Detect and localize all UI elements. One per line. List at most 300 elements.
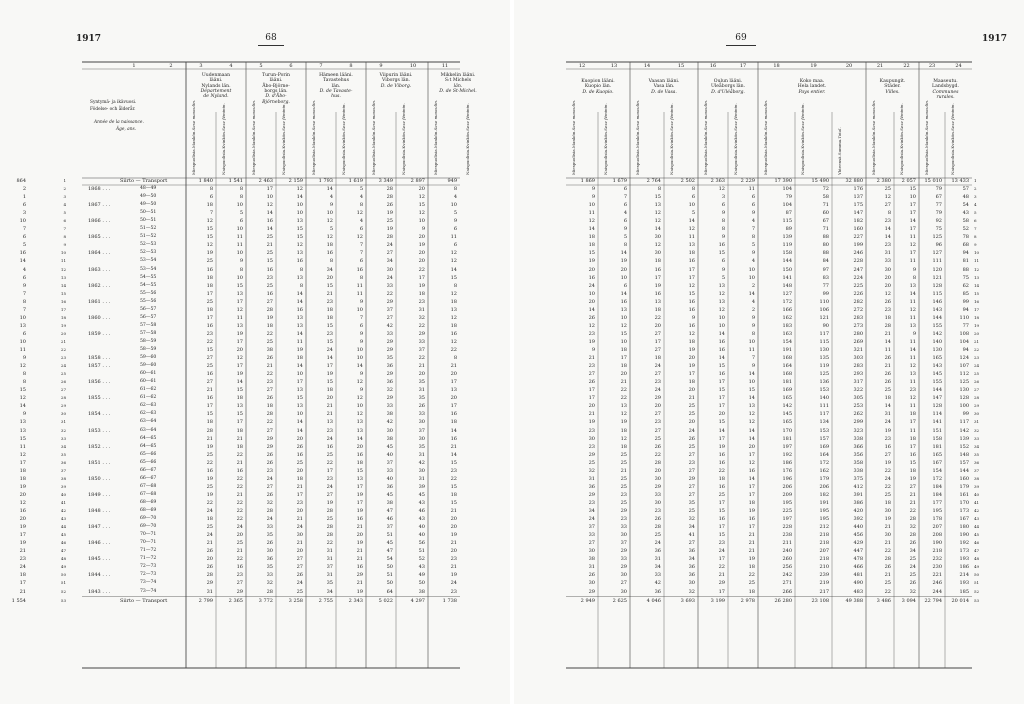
data-cell: 33	[386, 467, 393, 474]
age-range: 72—73	[140, 564, 157, 570]
data-cell: 30	[620, 572, 627, 579]
data-cell: 8	[299, 266, 303, 273]
data-cell: 21	[326, 290, 333, 297]
data-cell: 31	[326, 572, 333, 579]
data-cell: 14	[296, 363, 303, 370]
data-cell: 19	[588, 419, 595, 426]
data-cell: 199	[853, 242, 863, 249]
data-cell: 21	[19, 588, 26, 595]
data-cell: 25	[206, 524, 213, 531]
data-cell: 13	[688, 242, 695, 249]
data-cell: 18	[266, 322, 273, 329]
data-cell: 27	[266, 483, 273, 490]
data-cell: 20	[356, 532, 363, 539]
data-cell: 21	[236, 548, 243, 555]
data-cell: 269	[853, 338, 863, 345]
data-cell: 26	[266, 459, 273, 466]
data-cell: 20	[326, 395, 333, 402]
data-cell: 16	[296, 306, 303, 313]
female-subheader-line: Sexe féminin.	[221, 103, 226, 131]
sex-subheader	[950, 103, 955, 175]
data-cell: 10	[748, 274, 755, 281]
data-cell: 11	[909, 355, 916, 362]
data-cell: 30	[688, 580, 695, 587]
row-number: 36	[974, 459, 980, 465]
data-cell: 262	[853, 411, 863, 418]
data-cell: 28	[326, 508, 333, 514]
data-cell: 10	[296, 210, 303, 217]
data-cell: 17	[909, 443, 916, 450]
data-cell: 4	[359, 218, 363, 225]
colnum-24: 24	[955, 63, 962, 69]
data-cell: 34	[688, 556, 695, 563]
data-cell: 36	[654, 548, 661, 555]
data-cell: 20	[418, 250, 425, 257]
data-cell: 25	[296, 588, 303, 595]
data-cell: 57	[962, 186, 969, 192]
data-cell: 22	[236, 475, 243, 482]
data-cell: 206	[819, 483, 829, 490]
data-cell: 29	[620, 564, 627, 571]
data-cell: 27	[909, 483, 916, 490]
data-cell: 17	[909, 250, 916, 257]
data-cell: 4	[22, 266, 26, 273]
data-cell: 25	[688, 411, 695, 418]
data-cell: 17	[418, 274, 425, 281]
data-cell: 19	[266, 314, 273, 321]
data-cell: 141	[932, 419, 942, 426]
data-cell: 29	[688, 475, 695, 482]
data-cell: 155	[932, 379, 942, 386]
subheader-line: Sexe masculin.	[763, 99, 768, 131]
sex-subheader	[800, 103, 805, 175]
data-cell: 19	[326, 371, 333, 378]
data-cell: 104	[959, 338, 969, 345]
data-cell: 8	[691, 186, 695, 192]
data-cell: 22	[266, 419, 273, 426]
data-cell: 16	[748, 467, 755, 474]
data-cell: 35	[326, 580, 333, 587]
data-cell: 196	[782, 475, 792, 482]
data-cell: 4	[359, 194, 363, 201]
province-header-line: Nylands län.	[201, 83, 231, 89]
data-cell: 14	[356, 435, 363, 442]
row-number: 16	[60, 298, 66, 304]
data-cell: 16	[206, 467, 213, 474]
data-cell: 9	[359, 338, 363, 345]
data-cell: 197	[782, 443, 792, 450]
data-cell: 15	[19, 435, 26, 442]
data-cell: 4	[453, 194, 457, 201]
row-number: 30	[974, 411, 980, 417]
province-header-line: D. de Tavaste-	[319, 88, 353, 94]
data-cell: 12	[356, 234, 363, 241]
data-cell: 192	[782, 451, 792, 458]
row-number: 26	[60, 379, 66, 385]
data-cell: 100	[959, 403, 969, 410]
data-cell: 31	[884, 250, 891, 257]
data-cell: 15	[326, 282, 333, 289]
data-cell: 9	[751, 210, 755, 217]
data-cell: 17	[236, 363, 243, 370]
subheader-line: Miespuolisia.	[703, 148, 708, 175]
data-cell: 25	[884, 387, 891, 394]
colnum-20: 20	[845, 63, 853, 69]
data-cell: 5	[751, 242, 755, 249]
data-cell: 17	[909, 202, 916, 209]
data-cell: 22	[206, 459, 213, 466]
data-cell: 27	[884, 202, 891, 209]
data-cell: 120	[932, 266, 942, 273]
data-cell: 12	[718, 290, 725, 297]
age-range: 59—60	[140, 355, 157, 361]
data-cell: 119	[782, 242, 792, 249]
data-cell: 32	[909, 588, 916, 595]
data-cell: 207	[932, 524, 942, 531]
data-cell: 30	[884, 508, 891, 514]
province-header-line: Tavastehus	[323, 78, 349, 84]
data-cell: 16	[206, 322, 213, 329]
data-cell: 38	[386, 435, 393, 442]
data-cell: 466	[853, 564, 863, 571]
data-cell: 392	[853, 516, 863, 523]
data-cell: 24	[688, 427, 695, 434]
data-cell: 22	[326, 540, 333, 547]
data-cell: 25	[296, 459, 303, 466]
data-cell: 30	[418, 419, 425, 426]
data-cell: 60	[822, 210, 829, 217]
data-cell: 12	[909, 363, 916, 370]
birth-year: 1849 . . .	[88, 491, 111, 498]
data-cell: 7	[359, 242, 363, 249]
data-cell: 20	[418, 371, 425, 378]
data-cell: 8	[359, 202, 363, 209]
data-cell: 33	[654, 572, 661, 579]
subheader-line: Mankön.	[871, 130, 876, 149]
province-header-line: D. d'Åbo-	[265, 94, 287, 100]
data-cell: 24	[654, 387, 661, 394]
data-cell: 12	[450, 338, 457, 345]
data-cell: 18	[748, 564, 755, 571]
data-cell: 24	[718, 548, 725, 555]
data-cell: 26	[266, 540, 273, 547]
data-cell: 17	[206, 314, 213, 321]
data-cell: 22	[236, 451, 243, 458]
data-cell: 10	[296, 411, 303, 418]
data-cell: 14	[884, 403, 891, 410]
data-cell: 165	[782, 395, 792, 402]
data-cell: 153	[819, 387, 829, 394]
data-cell: 15	[418, 202, 425, 209]
data-cell: 391	[853, 491, 863, 498]
data-cell: 23	[884, 435, 891, 442]
data-cell: 43	[418, 499, 425, 506]
row-number: 6	[974, 218, 977, 224]
data-cell: 144	[782, 258, 792, 265]
female-subheader-line: Sexe féminin.	[341, 103, 346, 131]
data-cell: 15	[718, 363, 725, 370]
row-number: 31	[974, 419, 980, 425]
transport-out-label: Siirto — Transport	[120, 597, 168, 604]
data-cell: 13	[654, 298, 661, 305]
data-cell: 15	[450, 274, 457, 281]
data-cell: 9	[591, 194, 595, 201]
province-header-line: Kuopion lääni.	[581, 79, 615, 84]
data-cell: 15	[909, 459, 916, 466]
data-cell: 253	[853, 403, 863, 410]
data-cell: 21	[266, 363, 273, 370]
data-cell: 64	[386, 588, 393, 595]
transport-out-cell: 1 738	[442, 597, 457, 604]
data-cell: 27	[206, 379, 213, 386]
data-cell: 182	[853, 218, 863, 225]
data-cell: 13	[718, 298, 725, 305]
data-cell: 18	[206, 419, 213, 426]
data-cell: 7	[22, 290, 26, 297]
row-number: 13	[60, 274, 66, 280]
data-cell: 43	[418, 564, 425, 571]
row-number: 11	[974, 258, 980, 264]
data-cell: 25	[386, 218, 393, 225]
data-cell: 27	[688, 540, 695, 547]
data-cell: 21	[688, 395, 695, 402]
data-cell: 440	[853, 524, 863, 531]
row-number: 16	[974, 298, 980, 304]
data-cell: 30	[884, 532, 891, 539]
data-cell: 25	[688, 508, 695, 514]
data-cell: 338	[853, 467, 863, 474]
data-cell: 12	[909, 395, 916, 402]
data-cell: 54	[962, 202, 969, 209]
data-cell: 20	[418, 258, 425, 265]
data-cell: 27	[688, 467, 695, 474]
data-cell: 30	[386, 427, 393, 434]
data-cell: 58	[962, 218, 969, 225]
data-cell: 24	[588, 516, 595, 523]
data-cell: 34	[909, 548, 916, 555]
birth-year: 1854 . . .	[88, 411, 111, 418]
data-cell: 38	[418, 588, 425, 595]
data-cell: 17	[236, 338, 243, 345]
female-subheader	[465, 103, 470, 175]
data-cell: 42	[654, 580, 661, 587]
data-cell: 12	[326, 218, 333, 225]
data-cell: 11	[909, 338, 916, 345]
row-number: 19	[974, 322, 980, 328]
data-cell: 12	[418, 194, 425, 201]
data-cell: 17	[654, 274, 661, 281]
data-cell: 47	[386, 548, 393, 555]
subheader-line: Sexe masculin.	[703, 99, 708, 131]
transport-out-cell: 20 014	[951, 597, 969, 604]
data-cell: 3	[22, 210, 26, 217]
age-range: 49—50	[140, 202, 157, 208]
data-cell: 9	[591, 347, 595, 353]
transport-out-cell: 22 794	[924, 597, 942, 604]
data-cell: 14	[326, 186, 333, 192]
data-cell: 16	[718, 516, 725, 523]
data-cell: 33	[418, 411, 425, 418]
data-cell: 18	[654, 258, 661, 265]
data-cell: 246	[932, 580, 942, 587]
data-cell: 14	[266, 210, 273, 217]
female-subheader-line: Naispuolisia.	[465, 148, 470, 175]
data-cell: 273	[853, 322, 863, 329]
page-number: 69	[735, 33, 747, 43]
data-cell: 21	[909, 499, 916, 506]
data-cell: 165	[932, 355, 942, 362]
data-cell: 18	[296, 355, 303, 362]
data-cell: 10	[620, 274, 627, 281]
male-subheader-line: Mankön.	[191, 130, 196, 149]
data-cell: 21	[884, 524, 891, 531]
transport-cell: 2 363	[710, 178, 725, 184]
data-cell: 26	[206, 564, 213, 571]
data-cell: 139	[959, 435, 969, 442]
data-cell: 16	[654, 266, 661, 273]
data-cell: 80	[822, 242, 829, 249]
data-cell: 28	[266, 306, 273, 313]
data-cell: 20	[588, 298, 595, 305]
data-cell: 46	[386, 516, 393, 523]
data-cell: 22	[206, 338, 213, 345]
data-cell: 17	[206, 290, 213, 297]
data-cell: 22	[418, 266, 425, 273]
data-cell: 280	[853, 330, 863, 337]
subheader-line: Naispuolisia.	[800, 148, 805, 175]
age-range: 51—52	[140, 226, 157, 232]
data-cell: 127	[932, 250, 942, 257]
row-number: 27	[974, 387, 980, 393]
row-number: 38	[974, 475, 980, 481]
data-cell: 21	[326, 403, 333, 410]
data-cell: 25	[909, 556, 916, 563]
data-cell: 14	[450, 266, 457, 273]
data-cell: 13	[296, 314, 303, 321]
data-cell: 35	[418, 379, 425, 386]
data-cell: 17	[718, 395, 725, 402]
data-cell: 27	[620, 580, 627, 587]
data-cell: 18	[688, 250, 695, 257]
data-cell: 12	[884, 290, 891, 297]
page-number-rule	[258, 45, 284, 46]
data-cell: 31	[654, 556, 661, 563]
data-cell: 35	[386, 355, 393, 362]
data-cell: 67	[935, 194, 942, 201]
data-cell: 31	[326, 548, 333, 555]
data-cell: 17	[718, 403, 725, 410]
data-cell: 10	[620, 338, 627, 345]
data-cell: 29	[588, 588, 595, 595]
data-cell: 12	[326, 234, 333, 241]
data-cell: 29	[620, 548, 627, 555]
data-cell: 11	[884, 347, 891, 353]
row-number: 18	[60, 314, 66, 320]
data-cell: 27	[296, 556, 303, 563]
subheader-line: Sexe féminin.	[800, 103, 805, 131]
data-cell: 13	[620, 306, 627, 313]
data-cell: 14	[748, 427, 755, 434]
data-cell: 12	[356, 379, 363, 386]
data-cell: 12	[19, 363, 26, 370]
data-cell: 26	[884, 379, 891, 386]
data-cell: 366	[853, 443, 863, 450]
data-cell: 162	[782, 314, 792, 321]
data-cell: 40	[418, 524, 425, 531]
data-cell: 8	[623, 242, 627, 249]
data-cell: 30	[620, 532, 627, 539]
row-number: 4	[63, 202, 66, 208]
data-cell: 16	[19, 250, 26, 257]
transport-out-cell: 2 365	[228, 597, 243, 604]
female-subheader-line: Sexe féminin.	[401, 103, 406, 131]
data-cell: 14	[296, 194, 303, 201]
sex-subheader	[635, 99, 640, 175]
data-cell: 18	[206, 202, 213, 209]
data-cell: 18	[620, 427, 627, 434]
data-cell: 28	[266, 508, 273, 514]
data-cell: 21	[909, 491, 916, 498]
data-cell: 186	[959, 564, 969, 571]
data-cell: 356	[853, 451, 863, 458]
data-cell: 94	[962, 347, 969, 353]
data-cell: 4	[751, 218, 755, 225]
data-cell: 12	[450, 258, 457, 265]
data-cell: 33	[620, 524, 627, 531]
data-cell: 30	[418, 467, 425, 474]
data-cell: 24	[19, 564, 26, 571]
left-page	[0, 0, 510, 704]
data-cell: 18	[718, 475, 725, 482]
data-cell: 14	[266, 226, 273, 233]
data-cell: 19	[326, 499, 333, 506]
data-cell: 17	[718, 379, 725, 386]
birth-year: 1864 . . .	[88, 250, 111, 257]
data-cell: 180	[959, 524, 969, 531]
data-cell: 32	[266, 580, 273, 587]
data-cell: 12	[236, 355, 243, 362]
data-cell: 20	[450, 516, 457, 523]
data-cell: 92	[935, 218, 942, 225]
data-cell: 26	[296, 572, 303, 579]
data-cell: 195	[819, 508, 829, 514]
data-cell: 24	[654, 363, 661, 370]
age-range: 60—61	[140, 379, 157, 385]
data-cell: 5	[239, 210, 243, 217]
data-cell: 8	[359, 274, 363, 281]
data-cell: 142	[959, 427, 969, 434]
data-cell: 23	[718, 540, 725, 547]
data-cell: 20	[326, 274, 333, 281]
data-cell: 14	[884, 338, 891, 345]
row-number: 38	[60, 475, 66, 481]
data-cell: 23	[266, 274, 273, 281]
province-header-line: S:t Michels	[444, 78, 472, 84]
data-cell: 13	[19, 419, 26, 426]
transport-out-cell: 3 199	[710, 597, 725, 604]
data-cell: 35	[266, 532, 273, 539]
data-cell: 48	[962, 194, 969, 201]
age-range: 62—63	[140, 403, 157, 409]
data-cell: 12	[450, 314, 457, 321]
sex-subheader	[924, 99, 929, 175]
row-number: 14	[974, 282, 980, 288]
data-cell: 84	[822, 258, 829, 265]
data-cell: 16	[718, 338, 725, 345]
data-cell: 5	[359, 186, 363, 192]
data-cell: 24	[206, 532, 213, 539]
data-cell: 25	[654, 435, 661, 442]
